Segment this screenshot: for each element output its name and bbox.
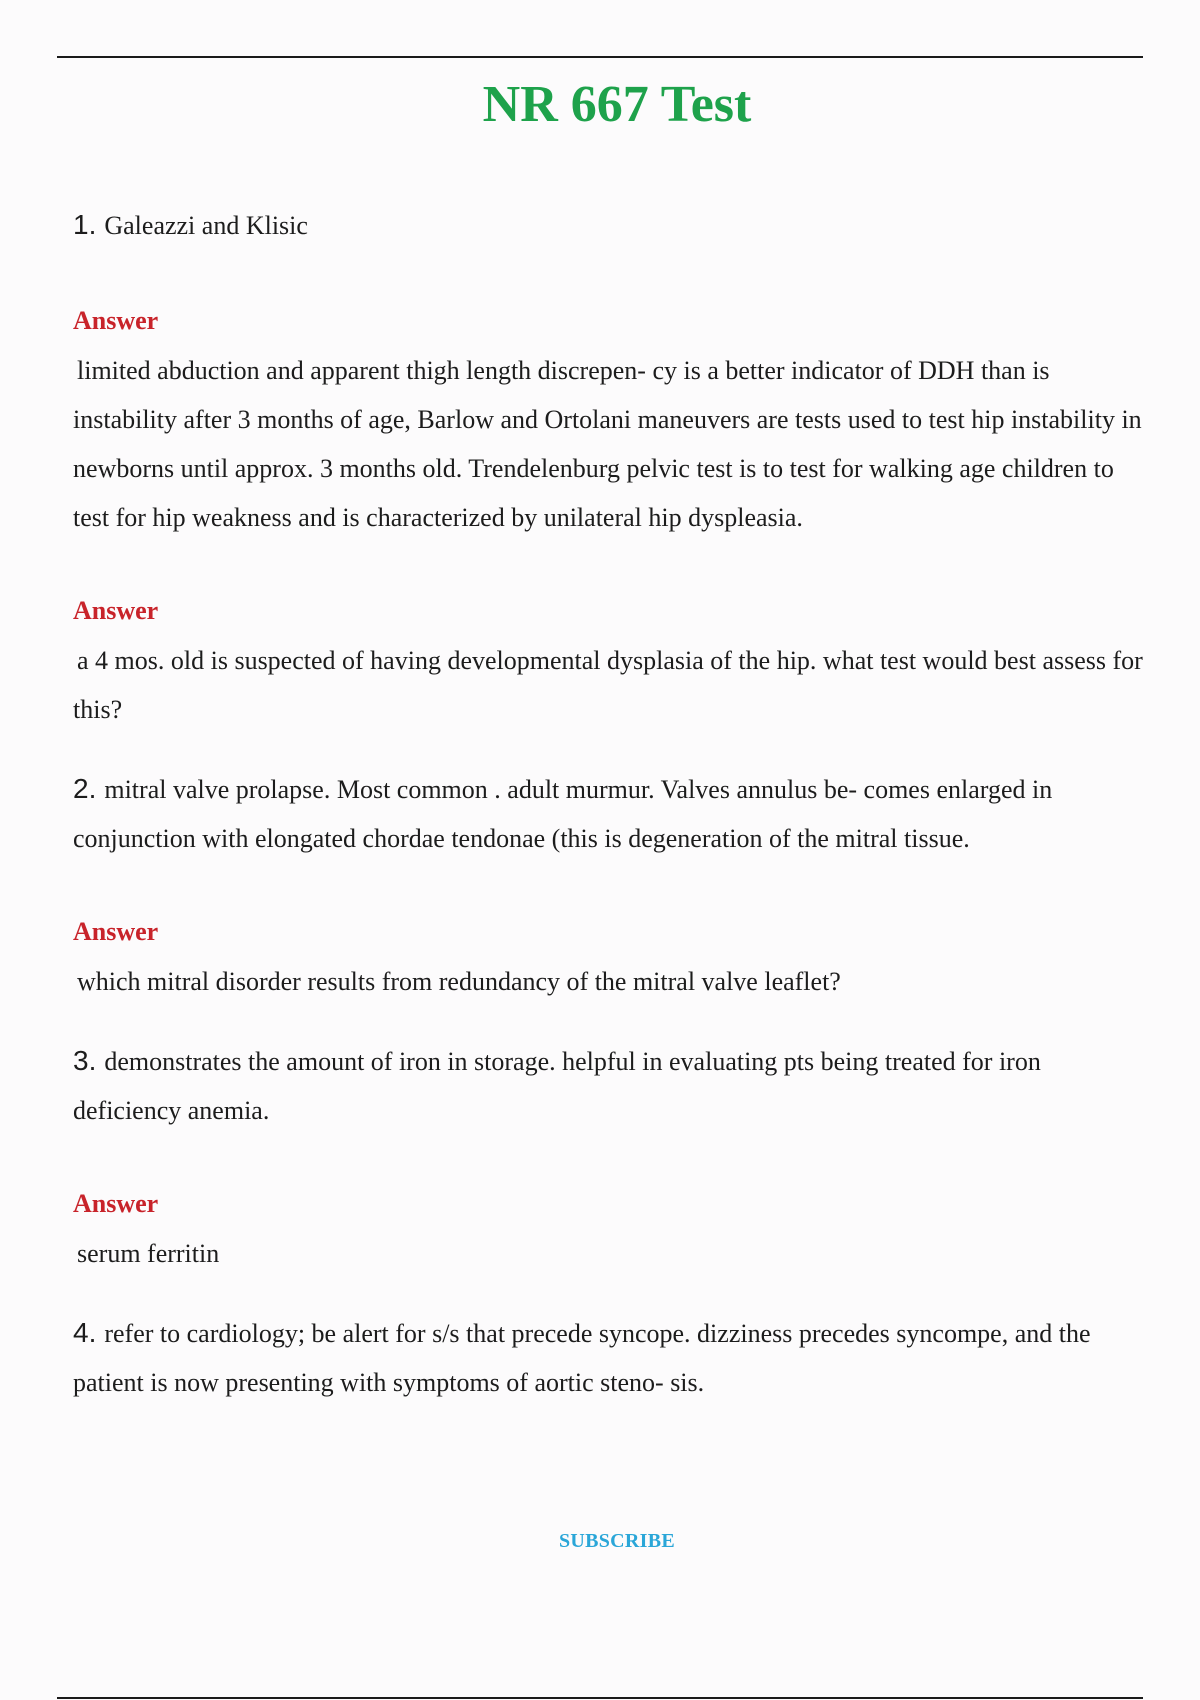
answer-label: Answer <box>73 596 159 625</box>
question-text: Galeazzi and Klisic <box>104 211 308 240</box>
answer-label: Answer <box>73 1189 159 1218</box>
question-4 <box>73 1308 1153 1407</box>
answer-text: serum ferritin <box>77 1239 220 1268</box>
answer-label: Answer <box>73 917 159 946</box>
answer-text: limited abduction and apparent thigh length discrepen- cy is a better indicator of DDH than is instability after 3 months of age, Barlow and Ortolani maneuvers are tests used to test hip instability in newborns until approx. 3 months old. Trendelenburg pelvic test is to test for walking age children to test for hip weakness and is characterized by unilateral hip dyspleasia. <box>73 356 1142 532</box>
answer-text: which mitral disorder results from redundancy of the mitral valve leaflet? <box>77 967 841 996</box>
question-number: 2. <box>73 773 97 804</box>
question-number: 4. <box>73 1317 97 1348</box>
answer-label: Answer <box>73 306 159 335</box>
bottom-rule <box>57 1697 1143 1699</box>
answer-text: a 4 mos. old is suspected of having developmental dysplasia of the hip. what test would best assess for this? <box>73 646 1143 724</box>
document-body <box>73 200 1153 1407</box>
question-text: demonstrates the amount of iron in storage. helpful in evaluating pts being treated for iron deficiency anemia. <box>73 1047 1041 1125</box>
subscribe-link[interactable]: SUBSCRIBE <box>558 1530 676 1552</box>
question-3 <box>73 1036 1153 1135</box>
question-number: 1. <box>73 209 97 240</box>
top-rule <box>57 56 1143 58</box>
question-text: mitral valve prolapse. Most common . adult murmur. Valves annulus be- comes enlarged in conjunction with elongated chordae tendonae (this is degeneration of the mitral tissue. <box>73 775 1053 853</box>
question-number: 3. <box>73 1045 97 1076</box>
question-2 <box>73 764 1153 863</box>
question-text: refer to cardiology; be alert for s/s that precede syncope. dizziness precedes syncompe, and the patient is now presenting with symptoms of aortic steno- sis. <box>73 1319 1091 1397</box>
page-title: NR 667 Test <box>482 76 752 133</box>
question-1 <box>73 200 1153 250</box>
